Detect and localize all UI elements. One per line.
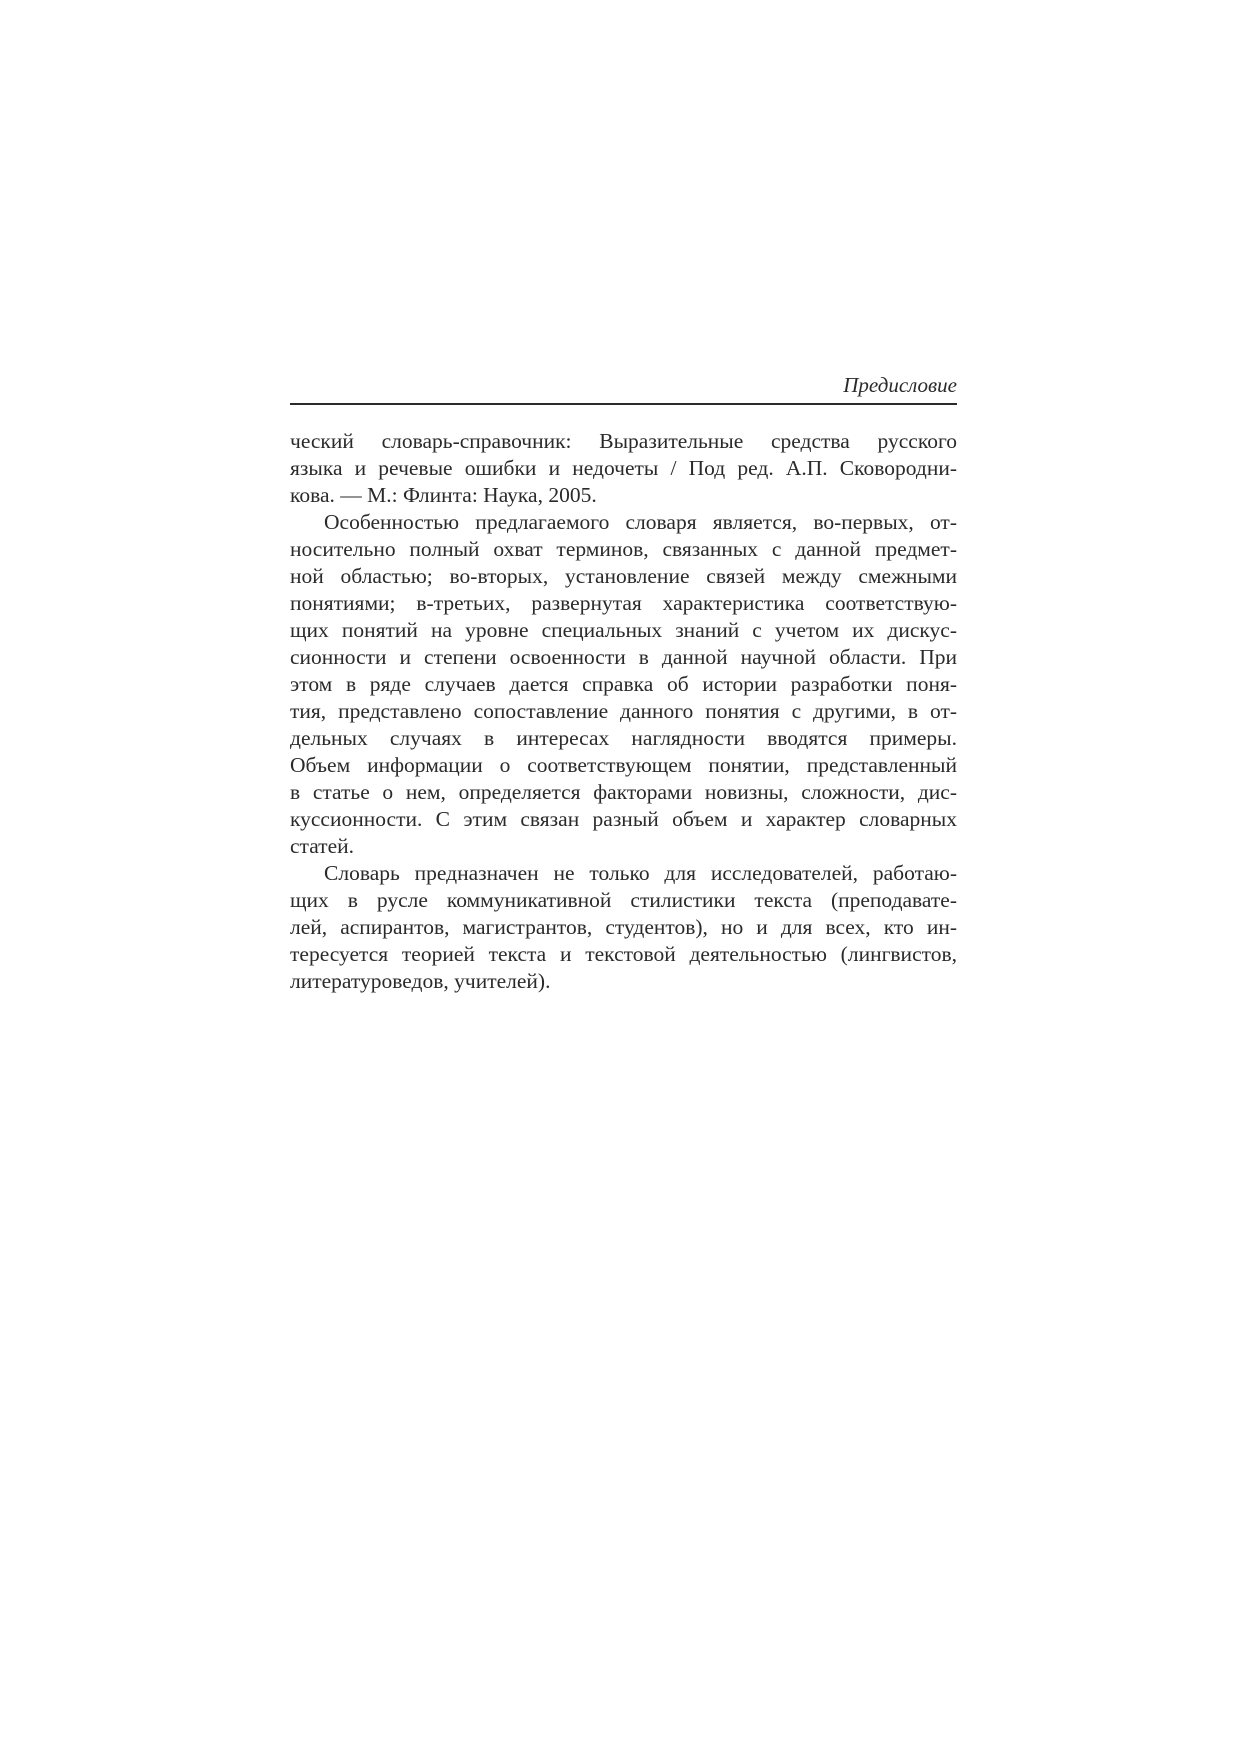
text-line: куссионности. С этим связан разный объем и характер словарных	[290, 807, 957, 831]
text-line: понятиями; в-третьих, развернутая характеристика соответствую-	[290, 591, 957, 615]
text-line: носительно полный охват терминов, связанных с данной предмет-	[290, 537, 957, 561]
text-line: статей.	[290, 834, 355, 858]
header-rule	[290, 403, 957, 405]
paragraph-1	[290, 428, 957, 509]
text-line: тия, представлено сопоставление данного понятия с другими, в от-	[290, 699, 957, 723]
text-line: этом в ряде случаев дается справка об истории разработки поня-	[290, 672, 957, 696]
text-line: Словарь предназначен не только для исследователей, работаю-	[324, 861, 957, 885]
text-line: щих понятий на уровне специальных знаний с учетом их дискус-	[290, 618, 957, 642]
text-line: дельных случаях в интересах наглядности вводятся примеры.	[290, 726, 957, 750]
text-line: кова. — М.: Флинта: Наука, 2005.	[290, 483, 597, 507]
text-line: лей, аспирантов, магистрантов, студентов), но и для всех, кто ин-	[290, 915, 957, 939]
paragraph-2	[290, 509, 957, 860]
running-head: Предисловие	[843, 373, 957, 397]
text-line: ческий словарь-справочник: Выразительные средства русского	[290, 429, 957, 453]
text-line: ной областью; во-вторых, установление связей между смежными	[290, 564, 957, 588]
text-line: языка и речевые ошибки и недочеты / Под ред. А.П. Сковородни-	[290, 456, 957, 480]
text-line: в статье о нем, определяется факторами новизны, сложности, дис-	[290, 780, 957, 804]
body-text	[290, 428, 957, 995]
text-line: Объем информации о соответствующем понятии, представленный	[290, 753, 957, 777]
text-line: Особенностью предлагаемого словаря является, во-первых, от-	[324, 510, 957, 534]
text-line: тересуется теорией текста и текстовой деятельностью (лингвистов,	[290, 942, 957, 966]
text-line: сионности и степени освоенности в данной научной области. При	[290, 645, 957, 669]
text-line: литературоведов, учителей).	[290, 969, 551, 993]
text-line: щих в русле коммуникативной стилистики текста (преподавате-	[290, 888, 957, 912]
paragraph-3	[290, 860, 957, 995]
